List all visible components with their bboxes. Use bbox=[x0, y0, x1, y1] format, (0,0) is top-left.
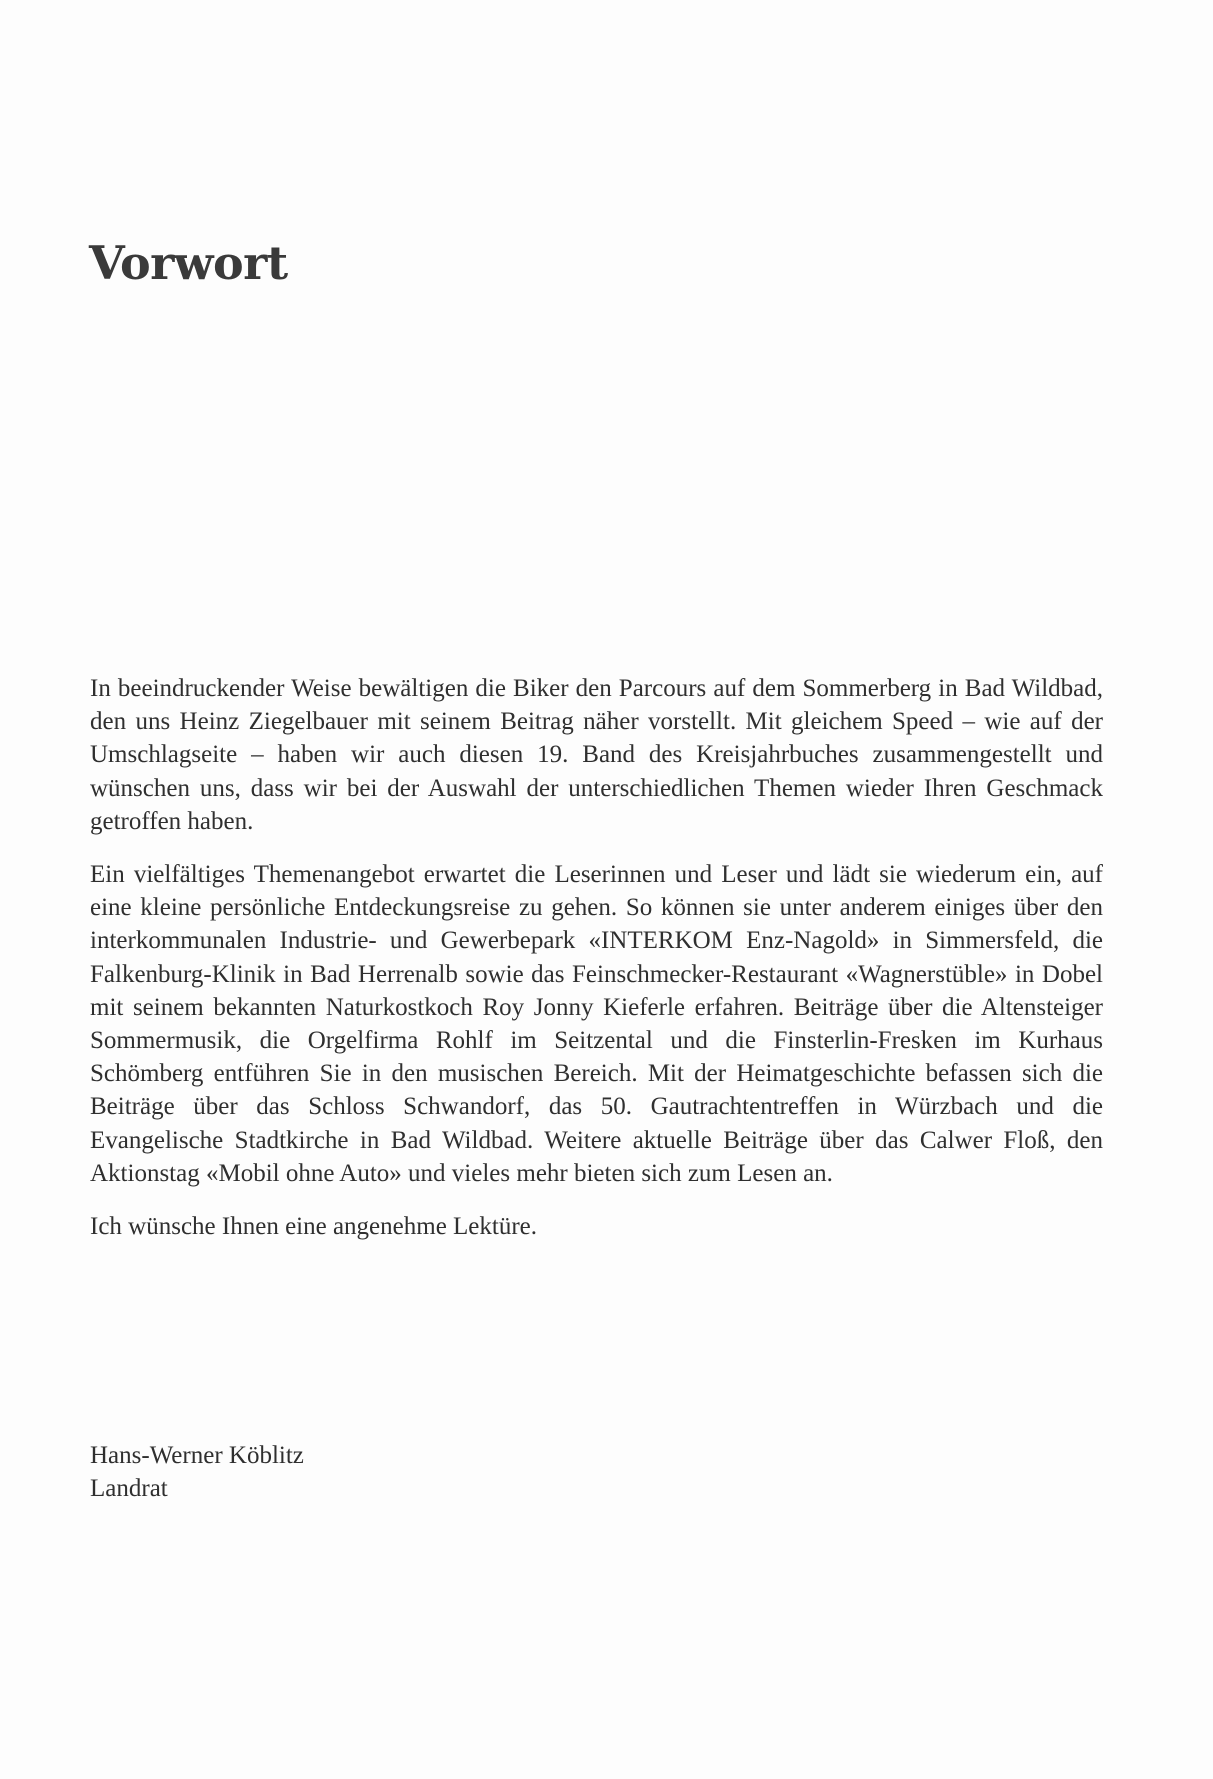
paragraph-topics: Ein vielfältiges Themenangebot erwartet die Leserinnen und Leser und lädt sie wiederum ein, auf eine kleine persönliche Entdeckungsreise zu gehen. So können sie unter anderem einiges über den interkommunalen Industrie- und Gewerbepark «INTERKOM Enz-Nagold» in Simmersfeld, die Falkenburg-Klinik in Bad Herrenalb sowie das Feinschmecker-Restaurant «Wagnerstüble» in Dobel mit seinem bekannten Naturkostkoch Roy Jonny Kieferle erfahren. Beiträge über die Altensteiger Sommermusik, die Orgelfirma Rohlf im Seitzental und die Finsterlin-Fresken im Kurhaus Schömberg entführen Sie in den musischen Bereich. Mit der Heimatgeschichte befassen sich die Beiträge über das Schloss Schwandorf, das 50. Gautrachtentreffen in Würzbach und die Evangelische Stadtkirche in Bad Wildbad. Weitere aktuelle Beiträge über das Calwer Floß, den Aktionstag «Mobil ohne Auto» und vieles mehr bieten sich zum Lesen an. bbox=[90, 861, 1103, 1187]
paragraph-closing: Ich wünsche Ihnen eine angenehme Lektüre. bbox=[90, 1213, 538, 1241]
signature-role: Landrat bbox=[90, 1475, 168, 1502]
signature-name: Hans-Werner Köblitz bbox=[90, 1442, 304, 1469]
signature-block bbox=[90, 1439, 304, 1505]
page-title: Vorwort bbox=[89, 236, 288, 290]
paragraph-intro: In beeindruckender Weise bewältigen die Biker den Parcours auf dem Sommerberg in Bad Wildbad, den uns Heinz Ziegelbauer mit seinem Beitrag näher vorstellt. Mit gleichem Speed – wie auf der Umschlagseite – haben wir auch diesen 19. Band des Kreisjahrbuches zusammengestellt und wünschen uns, dass wir bei der Auswahl der unterschiedlichen Themen wieder Ihren Geschmack getroffen haben. bbox=[90, 675, 1103, 835]
body-text bbox=[90, 672, 1103, 1263]
